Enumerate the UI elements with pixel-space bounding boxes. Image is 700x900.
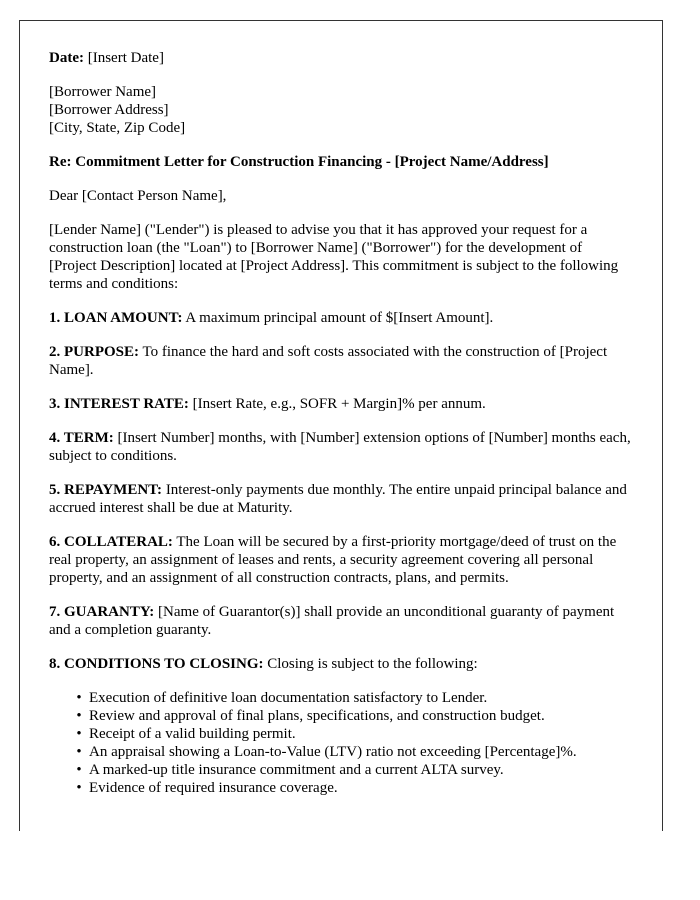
list-item [76,725,633,743]
list-item [76,761,633,779]
list-item-text: An appraisal showing a Loan-to-Value (LTV) ratio not exceeding [Percentage]%. [89,744,577,760]
term-text: [Insert Rate, e.g., SOFR + Margin]% per annum. [188,396,486,412]
date-value: [Insert Date] [83,50,164,66]
term-guaranty [49,603,633,639]
list-item [76,689,633,707]
recipient-address: [Borrower Address] [49,102,169,118]
term-label: 3. INTEREST RATE: [49,396,189,412]
bullet-icon: • [76,708,82,724]
list-item-text: Execution of definitive loan documentation satisfactory to Lender. [89,690,488,706]
term-text: Interest-only payments due monthly. The entire unpaid principal balance and accrued interest shall be due at Maturity. [49,482,627,516]
list-item-text: A marked-up title insurance commitment and a current ALTA survey. [89,762,504,778]
bullet-icon: • [76,744,82,760]
term-text: To finance the hard and soft costs associated with the construction of [Project Name]. [49,344,608,378]
list-item [76,743,633,761]
term-repayment [49,481,633,517]
term-label: 1. LOAN AMOUNT: [49,310,183,326]
date-label: Date: [49,50,84,66]
term-loan-amount [49,309,633,327]
term-label: 4. TERM: [49,430,114,446]
bullet-icon: • [76,690,82,706]
letter-page [19,20,663,831]
bullet-icon: • [76,780,82,796]
intro-paragraph: [Lender Name] ("Lender") is pleased to advise you that it has approved your request for a construction loan (the "Loan") to [Borrower Name] ("Borrower") for the development of [Project Description] located at [Project Address]. This commitment is subject to the following terms and conditions: [49,222,619,292]
subject-line: Re: Commitment Letter for Construction Financing - [Project Name/Address] [49,154,549,170]
date-line [49,49,633,67]
term-text: A maximum principal amount of $[Insert Amount]. [182,310,494,326]
recipient-city-state-zip: [City, State, Zip Code] [49,120,186,136]
recipient-address-block [49,83,633,137]
closing-conditions-list [49,689,633,797]
term-text: [Name of Guarantor(s)] shall provide an unconditional guaranty of payment and a completion guaranty. [49,604,615,638]
term-label: 8. CONDITIONS TO CLOSING: [49,656,264,672]
salutation: Dear [Contact Person Name], [49,188,227,204]
list-item-text: Receipt of a valid building permit. [89,726,296,742]
term-text: [Insert Number] months, with [Number] extension options of [Number] months each, subject to conditions. [49,430,631,464]
term-label: 2. PURPOSE: [49,344,139,360]
recipient-name: [Borrower Name] [49,84,157,100]
term-text: The Loan will be secured by a first-priority mortgage/deed of trust on the real property, an assignment of leases and rents, a security agreement covering all personal property, and an assignment of all construction contracts, plans, and permits. [49,534,617,586]
bullet-icon: • [76,762,82,778]
term-collateral [49,533,633,587]
term-label: 6. COLLATERAL: [49,534,173,550]
list-item-text: Review and approval of final plans, specifications, and construction budget. [89,708,545,724]
term-interest-rate [49,395,633,413]
term-purpose [49,343,633,379]
term-text: Closing is subject to the following: [263,656,478,672]
list-item [76,779,633,797]
term-label: 5. REPAYMENT: [49,482,163,498]
list-item [76,707,633,725]
bullet-icon: • [76,726,82,742]
list-item-text: Evidence of required insurance coverage. [89,780,338,796]
term-conditions-to-closing [49,655,633,673]
term-term [49,429,633,465]
term-label: 7. GUARANTY: [49,604,155,620]
